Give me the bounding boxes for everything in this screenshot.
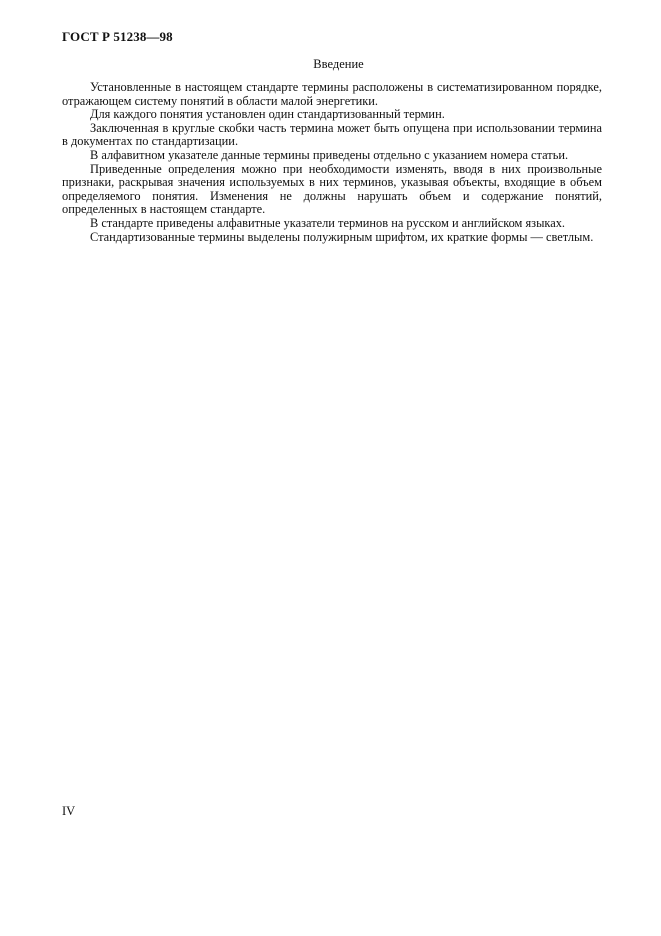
paragraph-term-order: Установленные в настоящем стандарте термины расположены в систематизированном порядке, отражающем систему понятий в области малой энергетики. [62,80,602,108]
introduction-body [62,81,602,244]
paragraph-parentheses: Заключенная в круглые скобки часть термина может быть опущена при использовании термина в документах по стандартизации. [62,120,602,149]
paragraph-alphabetical-index: В алфавитном указателе данные термины приведены отдельно с указанием номера статьи. [90,147,569,162]
section-title: Введение [313,57,364,71]
paragraph-definitions: Приведенные определения можно при необходимости изменять, вводя в них произвольные признаки, раскрывая значения используемых в них терминов, указывая объекты, входящие в объем определяемого понятия. Изменения не должны нарушать объем и содержание понятий, определенных в настоящем стандарте. [62,161,602,217]
paragraph-languages: В стандарте приведены алфавитные указатели терминов на русском и английском языках. [90,215,566,230]
paragraph-one-term: Для каждого понятия установлен один стандартизованный термин. [90,107,445,122]
standard-id-header: ГОСТ Р 51238—98 [62,29,173,44]
paragraph-typography: Стандартизованные термины выделены полужирным шрифтом, их краткие формы — светлым. [90,229,594,244]
page-number: IV [62,804,76,818]
